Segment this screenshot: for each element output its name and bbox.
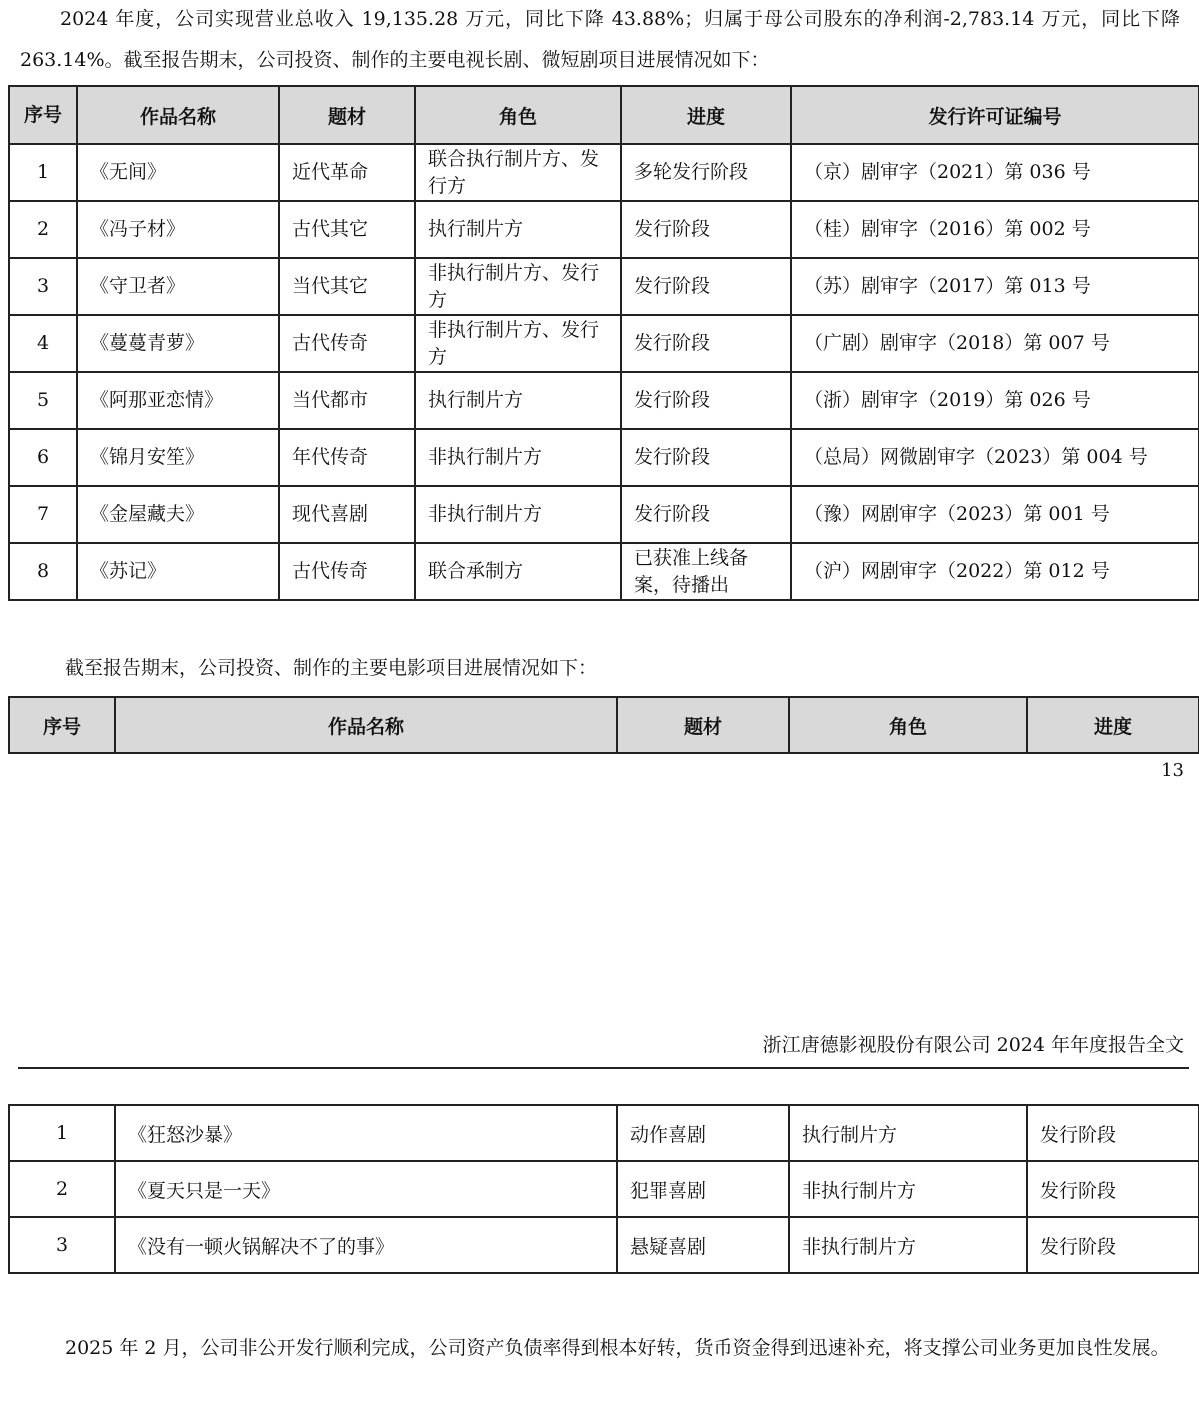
film-header-title: 作品名称 <box>115 697 617 753</box>
tv-cell-text: 当代都市 <box>292 389 369 411</box>
tv-cell-text: 现代喜剧 <box>292 503 369 525</box>
tv-cell-text: （桂）剧审字（2016）第 002 号 <box>804 218 1091 240</box>
tv-cell-text: 3 <box>36 275 50 297</box>
tv-cell-role <box>415 144 621 201</box>
film-cell-role: 执行制片方 <box>789 1105 1027 1161</box>
tv-cell-text: 非执行制片方 <box>428 503 543 525</box>
tv-cell-role <box>415 315 621 372</box>
tv-cell-text: 已获准上线备案，待播出 <box>634 546 749 596</box>
tv-cell-text: 《苏记》 <box>90 560 167 582</box>
tv-cell-role <box>415 258 621 315</box>
tv-cell-index <box>9 258 77 315</box>
tv-cell-text: 非执行制片方 <box>428 446 543 468</box>
tv-cell-text: 4 <box>36 332 50 354</box>
film-cell-genre: 悬疑喜剧 <box>617 1217 789 1273</box>
tv-cell-title <box>77 201 279 258</box>
tv-table-row <box>9 372 1199 429</box>
tv-header-title: 作品名称 <box>77 86 279 144</box>
film-table-header-row <box>9 697 1199 753</box>
tv-cell-progress <box>621 372 791 429</box>
film-header-index: 序号 <box>9 697 115 753</box>
closing-paragraph: 2025 年 2 月，公司非公开发行顺利完成，公司资产负债率得到根本好转，货币资金得到迅速补充，将支撑公司业务更加良性发展。 <box>65 1337 1170 1359</box>
film-header-genre: 题材 <box>617 697 789 753</box>
tv-cell-text: 当代其它 <box>292 275 369 297</box>
tv-table-header-row <box>9 86 1199 144</box>
tv-cell-text: 《无间》 <box>90 161 167 183</box>
tv-table-row <box>9 486 1199 543</box>
film-cell-role: 非执行制片方 <box>789 1217 1027 1273</box>
tv-cell-text: 发行阶段 <box>634 218 711 240</box>
tv-cell-role <box>415 543 621 600</box>
tv-cell-text: 6 <box>36 446 50 468</box>
film-table-row <box>9 1105 1199 1161</box>
tv-cell-text: 发行阶段 <box>634 275 711 297</box>
tv-header-license: 发行许可证编号 <box>791 86 1199 144</box>
tv-cell-text: 2 <box>36 218 50 240</box>
tv-cell-title <box>77 543 279 600</box>
tv-cell-title <box>77 144 279 201</box>
tv-cell-genre <box>279 315 415 372</box>
tv-cell-text: 《锦月安笙》 <box>90 446 205 468</box>
film-intro-paragraph: 截至报告期末，公司投资、制作的主要电影项目进展情况如下： <box>65 657 598 679</box>
film-cell-index: 1 <box>9 1105 115 1161</box>
tv-cell-text: 7 <box>36 503 50 525</box>
tv-cell-role <box>415 372 621 429</box>
tv-cell-text: 非执行制片方、发行方 <box>428 261 600 311</box>
film-cell-index: 2 <box>9 1161 115 1217</box>
tv-cell-progress <box>621 315 791 372</box>
tv-cell-text: 年代传奇 <box>292 446 369 468</box>
tv-cell-license <box>791 144 1199 201</box>
tv-table-row <box>9 315 1199 372</box>
tv-cell-text: 1 <box>36 161 50 183</box>
tv-header-progress: 进度 <box>621 86 791 144</box>
intro-paragraph: 2024 年度，公司实现营业总收入 19,135.28 万元，同比下降 43.88%；归属于母公司股东的净利润-2,783.14 万元，同比下降 263.14%。截至报告期末，公司投资、制作的主要电视长剧、微短剧项目进展情况如下： <box>20 8 1180 71</box>
film-cell-genre: 犯罪喜剧 <box>617 1161 789 1217</box>
tv-cell-title <box>77 429 279 486</box>
tv-cell-progress <box>621 486 791 543</box>
tv-cell-text: 发行阶段 <box>634 389 711 411</box>
tv-cell-role <box>415 486 621 543</box>
tv-cell-role <box>415 201 621 258</box>
tv-cell-license <box>791 258 1199 315</box>
tv-cell-text: 联合承制方 <box>428 560 524 582</box>
tv-cell-role <box>415 429 621 486</box>
film-table-body <box>8 1104 1199 1274</box>
tv-cell-license <box>791 429 1199 486</box>
film-cell-title: 《没有一顿火锅解决不了的事》 <box>115 1217 617 1273</box>
film-cell-progress: 发行阶段 <box>1027 1217 1199 1273</box>
tv-cell-text: （浙）剧审字（2019）第 026 号 <box>804 389 1091 411</box>
tv-cell-license <box>791 372 1199 429</box>
tv-cell-license <box>791 543 1199 600</box>
tv-cell-genre <box>279 258 415 315</box>
tv-header-role: 角色 <box>415 86 621 144</box>
tv-cell-text: 《冯子材》 <box>90 218 186 240</box>
tv-cell-license <box>791 315 1199 372</box>
tv-cell-text: 执行制片方 <box>428 389 524 411</box>
tv-cell-text: 发行阶段 <box>634 503 711 525</box>
tv-cell-index <box>9 315 77 372</box>
film-cell-title: 《夏天只是一天》 <box>115 1161 617 1217</box>
tv-header-genre: 题材 <box>279 86 415 144</box>
tv-cell-index <box>9 543 77 600</box>
tv-cell-index <box>9 144 77 201</box>
tv-cell-progress <box>621 201 791 258</box>
tv-cell-text: 《守卫者》 <box>90 275 186 297</box>
film-cell-title: 《狂怒沙暴》 <box>115 1105 617 1161</box>
tv-cell-text: （总局）网微剧审字（2023）第 004 号 <box>804 446 1148 468</box>
tv-cell-genre <box>279 201 415 258</box>
tv-cell-text: 古代其它 <box>292 218 369 240</box>
tv-cell-title <box>77 315 279 372</box>
tv-table-row <box>9 429 1199 486</box>
tv-cell-license <box>791 201 1199 258</box>
tv-cell-index <box>9 429 77 486</box>
film-cell-progress: 发行阶段 <box>1027 1161 1199 1217</box>
film-cell-role: 非执行制片方 <box>789 1161 1027 1217</box>
film-table-row <box>9 1217 1199 1273</box>
tv-cell-text: 多轮发行阶段 <box>634 161 749 183</box>
tv-cell-genre <box>279 144 415 201</box>
tv-table-row <box>9 201 1199 258</box>
tv-series-table <box>8 85 1199 601</box>
tv-cell-title <box>77 486 279 543</box>
tv-cell-text: 《金屋藏夫》 <box>90 503 205 525</box>
tv-cell-text: 非执行制片方、发行方 <box>428 318 600 368</box>
tv-cell-progress <box>621 144 791 201</box>
tv-cell-genre <box>279 372 415 429</box>
tv-cell-index <box>9 486 77 543</box>
tv-cell-text: 《阿那亚恋情》 <box>90 389 224 411</box>
tv-cell-genre <box>279 486 415 543</box>
tv-header-index: 序号 <box>9 86 77 144</box>
tv-cell-index <box>9 372 77 429</box>
tv-cell-text: （京）剧审字（2021）第 036 号 <box>804 161 1091 183</box>
tv-cell-genre <box>279 429 415 486</box>
tv-cell-genre <box>279 543 415 600</box>
film-table-header <box>8 696 1199 754</box>
film-header-progress: 进度 <box>1027 697 1199 753</box>
tv-cell-index <box>9 201 77 258</box>
tv-cell-text: 发行阶段 <box>634 446 711 468</box>
tv-cell-text: 联合执行制片方、发行方 <box>428 147 600 197</box>
tv-cell-text: （广剧）剧审字（2018）第 007 号 <box>804 332 1110 354</box>
tv-cell-text: 8 <box>36 560 50 582</box>
film-cell-genre: 动作喜剧 <box>617 1105 789 1161</box>
tv-cell-text: 古代传奇 <box>292 332 369 354</box>
film-cell-progress: 发行阶段 <box>1027 1105 1199 1161</box>
film-table-row <box>9 1161 1199 1217</box>
tv-cell-text: 近代革命 <box>292 161 369 183</box>
tv-cell-text: 执行制片方 <box>428 218 524 240</box>
film-cell-index: 3 <box>9 1217 115 1273</box>
tv-cell-text: 《蔓蔓青萝》 <box>90 332 205 354</box>
tv-cell-text: 5 <box>36 389 50 411</box>
tv-cell-text: （沪）网剧审字（2022）第 012 号 <box>804 560 1110 582</box>
film-header-role: 角色 <box>789 697 1027 753</box>
tv-cell-progress <box>621 429 791 486</box>
tv-cell-text: 古代传奇 <box>292 560 369 582</box>
header-rule <box>18 1067 1189 1069</box>
tv-cell-progress <box>621 543 791 600</box>
tv-cell-text: 发行阶段 <box>634 332 711 354</box>
tv-cell-license <box>791 486 1199 543</box>
tv-table-row <box>9 258 1199 315</box>
page-number: 13 <box>1161 760 1184 781</box>
tv-cell-title <box>77 372 279 429</box>
tv-cell-title <box>77 258 279 315</box>
tv-table-row <box>9 543 1199 600</box>
running-header: 浙江唐德影视股份有限公司 2024 年年度报告全文 <box>762 1034 1184 1056</box>
tv-table-row <box>9 144 1199 201</box>
tv-cell-text: （苏）剧审字（2017）第 013 号 <box>804 275 1091 297</box>
tv-cell-text: （豫）网剧审字（2023）第 001 号 <box>804 503 1110 525</box>
tv-cell-progress <box>621 258 791 315</box>
